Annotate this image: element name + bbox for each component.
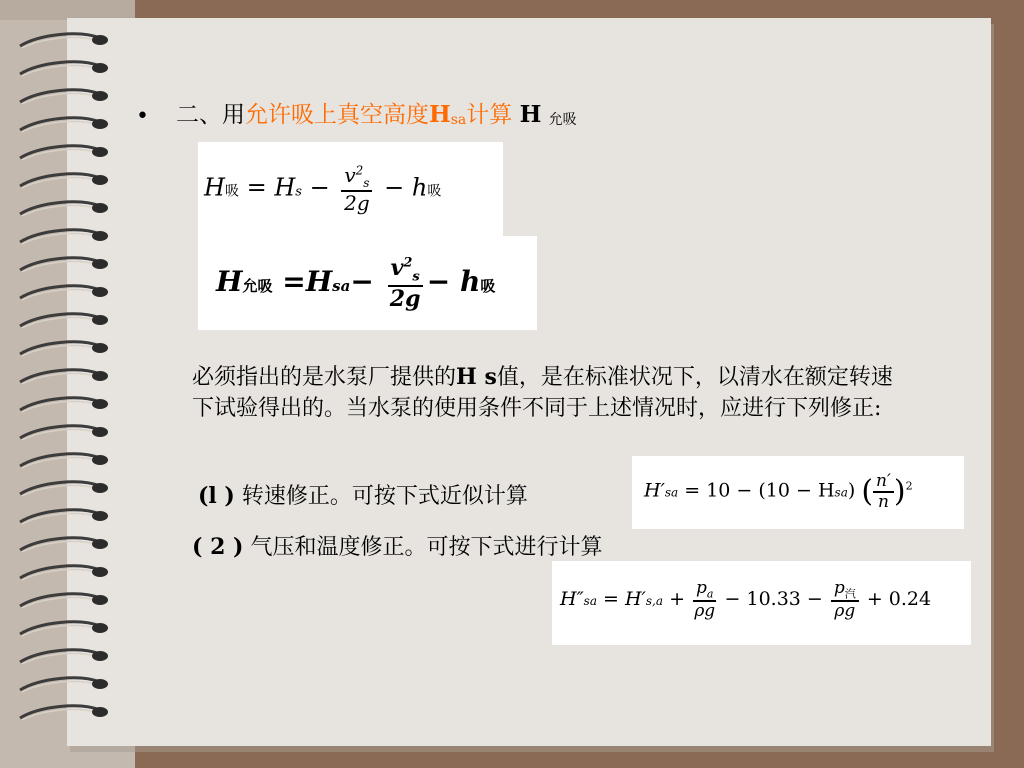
formula-1-h: h bbox=[411, 173, 428, 202]
formula-3 bbox=[644, 472, 913, 511]
formula-1 bbox=[204, 164, 441, 214]
formula-2-box bbox=[198, 236, 537, 330]
title-hsa-h: H bbox=[429, 101, 451, 128]
formula-4-box bbox=[552, 561, 971, 645]
formula-2-hs-sub: sa bbox=[332, 276, 351, 295]
formula-3-box bbox=[632, 456, 964, 529]
formula-1-minus-2: − bbox=[384, 173, 405, 202]
formula-2-eq: = bbox=[282, 264, 306, 298]
formula-3-close: ) bbox=[847, 479, 856, 502]
formula-1-minus: − bbox=[309, 173, 330, 202]
formula-4 bbox=[560, 579, 931, 621]
title-middle: 计算 bbox=[466, 102, 513, 128]
formula-1-lhs: H bbox=[204, 173, 225, 202]
formula-4-num-1: p bbox=[696, 578, 707, 598]
explanation-paragraph bbox=[192, 362, 912, 424]
formula-4-den-1: ρg bbox=[694, 601, 716, 622]
slide-title bbox=[176, 100, 577, 135]
formula-1-box bbox=[198, 142, 503, 236]
formula-2-lhs-sub: 允吸 bbox=[242, 276, 273, 295]
formula-2-lhs: H bbox=[216, 264, 243, 298]
formula-4-fraction-2 bbox=[831, 579, 859, 621]
formula-3-power: 2 bbox=[905, 479, 913, 493]
title-sub: 允吸 bbox=[548, 112, 577, 128]
formula-1-num: v bbox=[344, 163, 356, 187]
formula-3-expr: = 10 − (10 − H bbox=[684, 479, 835, 502]
formula-2 bbox=[216, 256, 495, 311]
formula-1-num-sub: s bbox=[363, 176, 370, 190]
formula-2-num-sub: s bbox=[412, 269, 420, 285]
formula-4-plus: + bbox=[669, 588, 685, 611]
paragraph-hs: H s bbox=[456, 364, 497, 390]
formula-2-minus: − bbox=[350, 264, 374, 298]
formula-1-num-sup: 2 bbox=[355, 163, 364, 178]
formula-4-tail: + 0.24 bbox=[866, 588, 932, 611]
formula-3-fraction bbox=[873, 472, 894, 511]
formula-4-num-2: p bbox=[833, 578, 845, 598]
formula-3-lhs: H′ bbox=[644, 479, 665, 502]
formula-1-h-sub: 吸 bbox=[427, 183, 442, 200]
formula-2-hs: H bbox=[305, 264, 333, 298]
formula-4-lhs-sub: sa bbox=[583, 594, 597, 609]
paragraph-part-2: 值，是在标准状况下，以清水在额定转速下试验得出的。当水泵的使用条件不同于上述情况时，应进行下列修正: bbox=[192, 365, 893, 421]
step-2-number: ( 2 ) bbox=[192, 534, 244, 560]
formula-2-num: v bbox=[390, 255, 404, 281]
formula-1-hs: H bbox=[274, 173, 296, 202]
title-hsa-sub: sa bbox=[450, 112, 467, 128]
step-2 bbox=[192, 530, 602, 561]
formula-1-den: 2g bbox=[344, 191, 370, 216]
formula-4-eq-sub: s,a bbox=[645, 594, 664, 609]
formula-3-lhs-sub: sa bbox=[664, 485, 679, 500]
step-1-text: 转速修正。可按下式近似计算 bbox=[241, 484, 528, 509]
formula-4-num-2-sub: 汽 bbox=[844, 587, 856, 601]
formula-3-expr-sub: sa bbox=[834, 485, 848, 500]
formula-3-num: n′ bbox=[873, 472, 894, 493]
formula-2-minus-2: − bbox=[426, 264, 451, 298]
formula-2-h: h bbox=[459, 264, 481, 298]
formula-4-num-1-sub: a bbox=[706, 587, 714, 601]
title-h: H bbox=[519, 101, 542, 128]
formula-1-lhs-sub: 吸 bbox=[224, 183, 239, 200]
formula-4-fraction-1 bbox=[693, 579, 716, 621]
bullet-icon: • bbox=[136, 104, 149, 129]
formula-2-fraction bbox=[388, 256, 423, 311]
title-prefix: 二、用 bbox=[176, 102, 245, 128]
formula-1-hs-sub: s bbox=[295, 184, 302, 200]
formula-4-eq: = H′ bbox=[603, 588, 646, 611]
step-1-number: (l ) bbox=[198, 483, 235, 509]
formula-1-eq: = bbox=[246, 173, 267, 202]
paragraph-part-1: 必须指出的是水泵厂提供的 bbox=[192, 365, 457, 390]
formula-4-lhs: H″ bbox=[560, 588, 584, 611]
formula-2-num-sup: 2 bbox=[403, 255, 413, 271]
formula-2-h-sub: 吸 bbox=[480, 276, 496, 295]
formula-3-den: n bbox=[877, 491, 889, 512]
step-1 bbox=[198, 479, 528, 510]
formula-1-fraction bbox=[341, 164, 372, 214]
formula-3-right-paren: ) bbox=[893, 474, 906, 510]
formula-4-mid: − 10.33 − bbox=[724, 588, 823, 611]
formula-4-den-2: ρg bbox=[834, 601, 856, 622]
formula-3-left-paren: ( bbox=[861, 474, 874, 510]
formula-2-den: 2g bbox=[389, 285, 421, 312]
step-2-text: 气压和温度修正。可按下式进行计算 bbox=[250, 535, 603, 560]
title-highlight: 允许吸上真空高度 bbox=[245, 102, 429, 128]
